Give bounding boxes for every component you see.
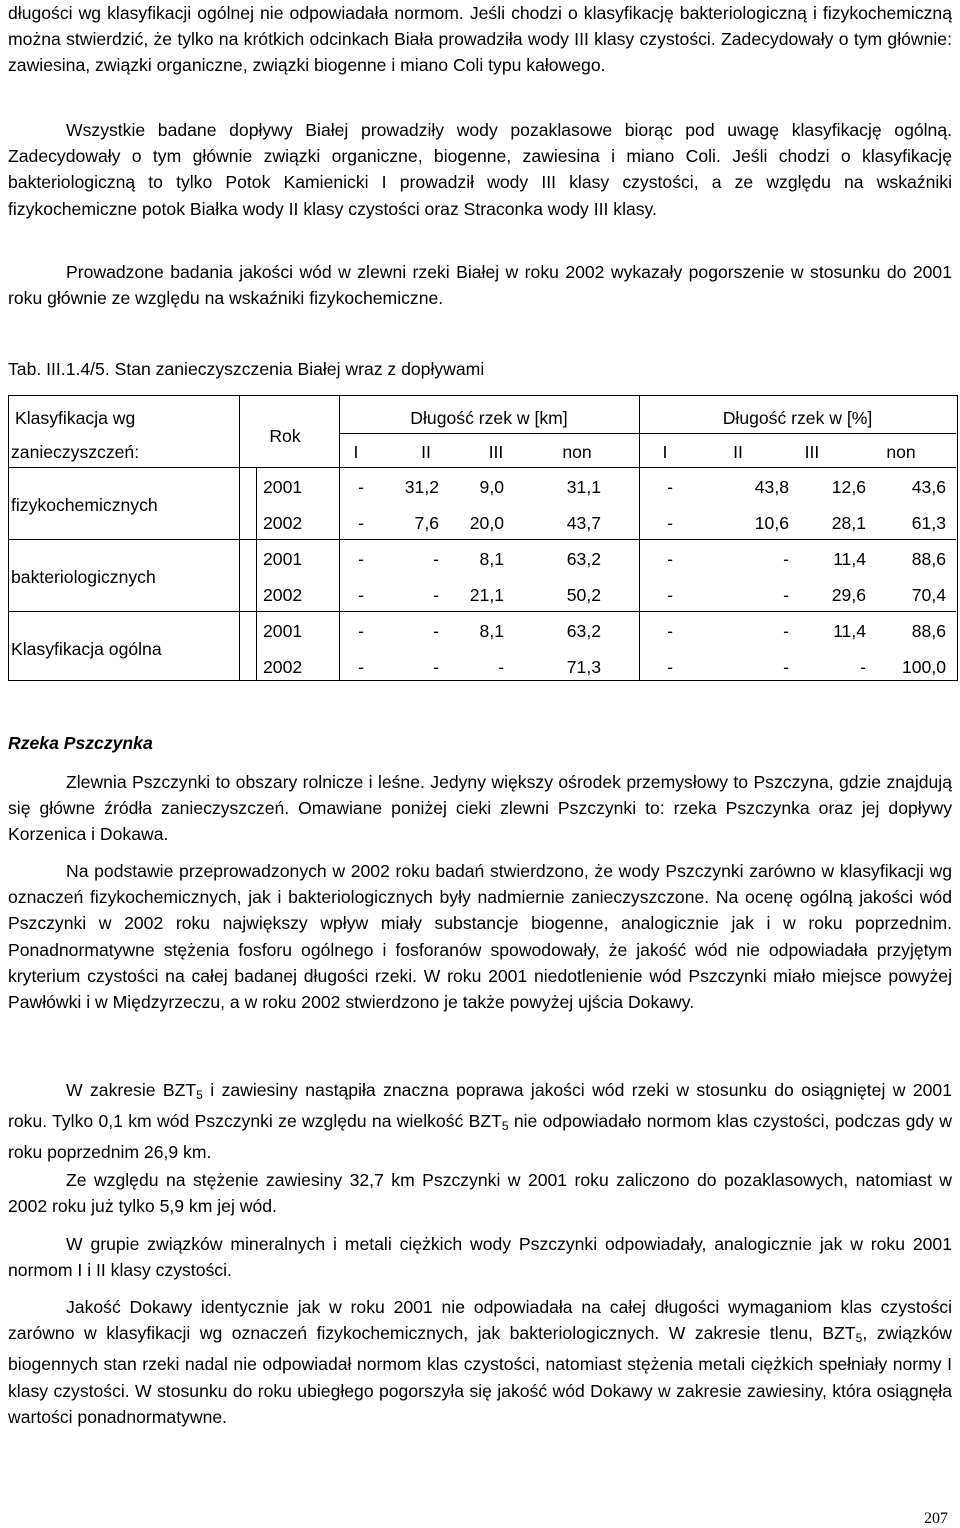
row-year: 2001 bbox=[263, 477, 303, 497]
table-cell: 43,7 bbox=[566, 513, 601, 533]
paragraph-bzt bbox=[8, 1077, 952, 1166]
group-label-physicochemical: fizykochemicznych bbox=[11, 495, 158, 515]
table-cell: - bbox=[358, 549, 364, 569]
row-year: 2002 bbox=[263, 513, 303, 533]
table-cell: - bbox=[358, 513, 364, 533]
table-cell: 8,1 bbox=[479, 621, 504, 641]
paragraph-metals: W grupie związków mineralnych i metali ciężkich wody Pszczynki odpowiadały, analogicznie jak w roku 2001 normom I i II klasy czystości. bbox=[8, 1234, 952, 1281]
table-cell: 43,8 bbox=[754, 477, 789, 497]
class-header-cell: I bbox=[662, 442, 668, 462]
table-cell: - bbox=[433, 585, 439, 605]
paragraph-2002-research: Na podstawie przeprowadzonych w 2002 roku badań stwierdzono, że wody Pszczynki zarówno w klasyfikacji wg oznaczeń fizykochemicznych, jak i bakteriologicznych były nadmiernie zanieczyszczone. Na ocenę ogólną jakości wód Pszczynki w 2002 roku największy wpływ miały substancje biogenne, analogicznie jak i w roku poprzednim. Ponadnormatywne stężenia fosforu ogólnego i fosforanów spowodowały, że jakość wód nie odpowiadała przyjętym kryterium czystości na całej badanej długości rzeki. W roku 2001 niedotlenienie wód Pszczynki miało miejsce powyżej Pawłówki i w Międzyrzeczu, a w roku 2002 stwierdzono je także powyżej ujścia Dokawy. bbox=[8, 861, 952, 1013]
dokawa-text-a: Jakość Dokawy identycznie jak w roku 2001 nie odpowiadała na całej długości wymaganiom klas czystości zarówno w klasyfikacji wg oznaczeń fizykochemicznych, jak bakteriologicznych. W zakresie tlenu, BZT bbox=[8, 1297, 952, 1344]
table-cell: 50,2 bbox=[566, 585, 601, 605]
table-cell: - bbox=[783, 657, 789, 677]
table-cell: - bbox=[667, 585, 673, 605]
table-cell: 43,6 bbox=[911, 477, 946, 497]
paragraph-suspension: Ze względu na stężenie zawiesiny 32,7 km Pszczynki w 2001 roku zaliczono do pozaklasowych, natomiast w 2002 roku już tylko 5,9 km jej wód. bbox=[8, 1170, 952, 1217]
table-cell: - bbox=[667, 549, 673, 569]
table-cell: 8,1 bbox=[479, 549, 504, 569]
table-cell: - bbox=[783, 585, 789, 605]
pollution-table bbox=[8, 395, 958, 681]
table-cell: - bbox=[783, 621, 789, 641]
table-cell: 12,6 bbox=[831, 477, 866, 497]
table-cell: 31,1 bbox=[566, 477, 601, 497]
table-cell: - bbox=[860, 657, 866, 677]
paragraph-tributaries: Wszystkie badane dopływy Białej prowadziły wody pozaklasowe biorąc pod uwagę klasyfikację ogólną. Zadecydowały o tym głównie związki organiczne, biogenne, zawiesina i miano Coli. Jeśli chodzi o klasyfikację bakteriologiczną to tylko Potok Kamienicki I prowadził wody III klasy czystości, a ze względu na wskaźniki fizykochemiczne potok Białka wody II klasy czystości oraz Straconka wody III klasy. bbox=[8, 120, 952, 219]
table-cell: 61,3 bbox=[911, 513, 946, 533]
table-cell: 20,0 bbox=[469, 513, 504, 533]
page-number: 207 bbox=[924, 1510, 948, 1527]
table-cell: - bbox=[667, 621, 673, 641]
bzt-text-b: i zawiesiny nastąpiła znaczna poprawa jakości wód rzeki w stosunku do osiągniętej w 2001 roku. Tylko 0,1 km wód Pszczynki ze względu na wielkość BZT bbox=[8, 1080, 953, 1132]
class-header-cell: non bbox=[562, 442, 592, 462]
section-heading-pszczynka: Rzeka Pszczynka bbox=[8, 733, 153, 753]
table-cell: - bbox=[667, 513, 673, 533]
group-label-bacteriological: bakteriologicznych bbox=[11, 567, 156, 587]
table-cell: - bbox=[358, 657, 364, 677]
table-cell: - bbox=[358, 585, 364, 605]
paragraph-catchment: Zlewnia Pszczynki to obszary rolnicze i leśne. Jedyny większy ośrodek przemysłowy to Pszczyna, gdzie znajdują się główne źródła zanieczyszczeń. Omawiane poniżej cieki zlewni Pszczynki to: rzeka Pszczynka oraz jej dopływy Korzenica i Dokawa. bbox=[8, 772, 952, 845]
class-header-cell: II bbox=[421, 442, 431, 462]
row-year: 2002 bbox=[263, 657, 303, 677]
table-cell: 71,3 bbox=[566, 657, 601, 677]
dokawa-text-b: , związków biogennych stan rzeki nadal nie odpowiadał normom klas czystości, natomiast stężenia metali ciężkich spełniały normy I klasy czystości. W stosunku do roku ubiegłego pogorszyła się jakość wód Dokawy w zakresie zawiesiny, która osiągnęła wartości ponadnormatywne. bbox=[8, 1323, 952, 1427]
header-pollution: zanieczyszczeń: bbox=[11, 442, 140, 462]
paragraph-2002-results: Prowadzone badania jakości wód w zlewni rzeki Białej w roku 2002 wykazały pogorszenie w stosunku do 2001 roku głównie ze względu na wskaźniki fizykochemiczne. bbox=[8, 262, 952, 309]
table-cell: 11,4 bbox=[833, 549, 866, 569]
row-year: 2001 bbox=[263, 621, 303, 641]
table-cell: 21,1 bbox=[469, 585, 504, 605]
table-cell: 28,1 bbox=[831, 513, 866, 533]
table-cell: 31,2 bbox=[404, 477, 439, 497]
table-cell: 63,2 bbox=[566, 621, 601, 641]
table-cell: 7,6 bbox=[414, 513, 439, 533]
table-cell: 63,2 bbox=[566, 549, 601, 569]
table-cell: 10,6 bbox=[754, 513, 789, 533]
table-caption: Tab. III.1.4/5. Stan zanieczyszczenia Białej wraz z dopływami bbox=[8, 359, 485, 379]
table-cell: - bbox=[358, 621, 364, 641]
table-cell: 11,4 bbox=[833, 621, 866, 641]
bzt-subscript-2: 5 bbox=[501, 1119, 509, 1134]
table-cell: - bbox=[358, 477, 364, 497]
class-header-cell: III bbox=[804, 442, 820, 462]
table-cell: - bbox=[783, 549, 789, 569]
class-header-cell: II bbox=[733, 442, 743, 462]
row-year: 2002 bbox=[263, 585, 303, 605]
table-cell: 88,6 bbox=[911, 621, 946, 641]
table-cell: 9,0 bbox=[479, 477, 504, 497]
table-cell: - bbox=[433, 621, 439, 641]
class-header-cell: III bbox=[488, 442, 504, 462]
paragraph-biala-summary: długości wg klasyfikacji ogólnej nie odpowiadała normom. Jeśli chodzi o klasyfikację bakteriologiczną i fizykochemiczną można stwierdzić, że tylko na krótkich odcinkach Biała prowadziła wody III klasy czystości. Zadecydowały o tym głównie: zawiesina, związki organiczne, związki biogenne i miano Coli typu kałowego. bbox=[8, 3, 952, 76]
table-cell: 100,0 bbox=[901, 657, 946, 677]
class-header-cell: I bbox=[353, 442, 359, 462]
table-cell: - bbox=[433, 657, 439, 677]
table-cell: - bbox=[498, 657, 504, 677]
paragraph-dokawa bbox=[8, 1294, 952, 1430]
table-cell: 29,6 bbox=[831, 585, 866, 605]
bzt-text-a: W zakresie BZT bbox=[66, 1080, 197, 1100]
header-classification: Klasyfikacja wg bbox=[15, 408, 136, 428]
group-label-overall: Klasyfikacja ogólna bbox=[11, 639, 162, 659]
bzt-text-c: nie odpowiadało normom klas czystości, podczas gdy w roku poprzednim 26,9 km. bbox=[8, 1111, 952, 1163]
row-year: 2001 bbox=[263, 549, 303, 569]
header-length-km: Długość rzek w [km] bbox=[410, 408, 568, 428]
table-cell: 70,4 bbox=[911, 585, 946, 605]
table-cell: 88,6 bbox=[911, 549, 946, 569]
header-length-pct: Długość rzek w [%] bbox=[722, 408, 873, 428]
table-cell: - bbox=[667, 477, 673, 497]
header-year: Rok bbox=[269, 426, 301, 446]
table-cell: - bbox=[667, 657, 673, 677]
dokawa-subscript: 5 bbox=[855, 1331, 863, 1346]
table-cell: - bbox=[433, 549, 439, 569]
bzt-subscript: 5 bbox=[196, 1088, 203, 1102]
class-header-cell: non bbox=[886, 442, 916, 462]
